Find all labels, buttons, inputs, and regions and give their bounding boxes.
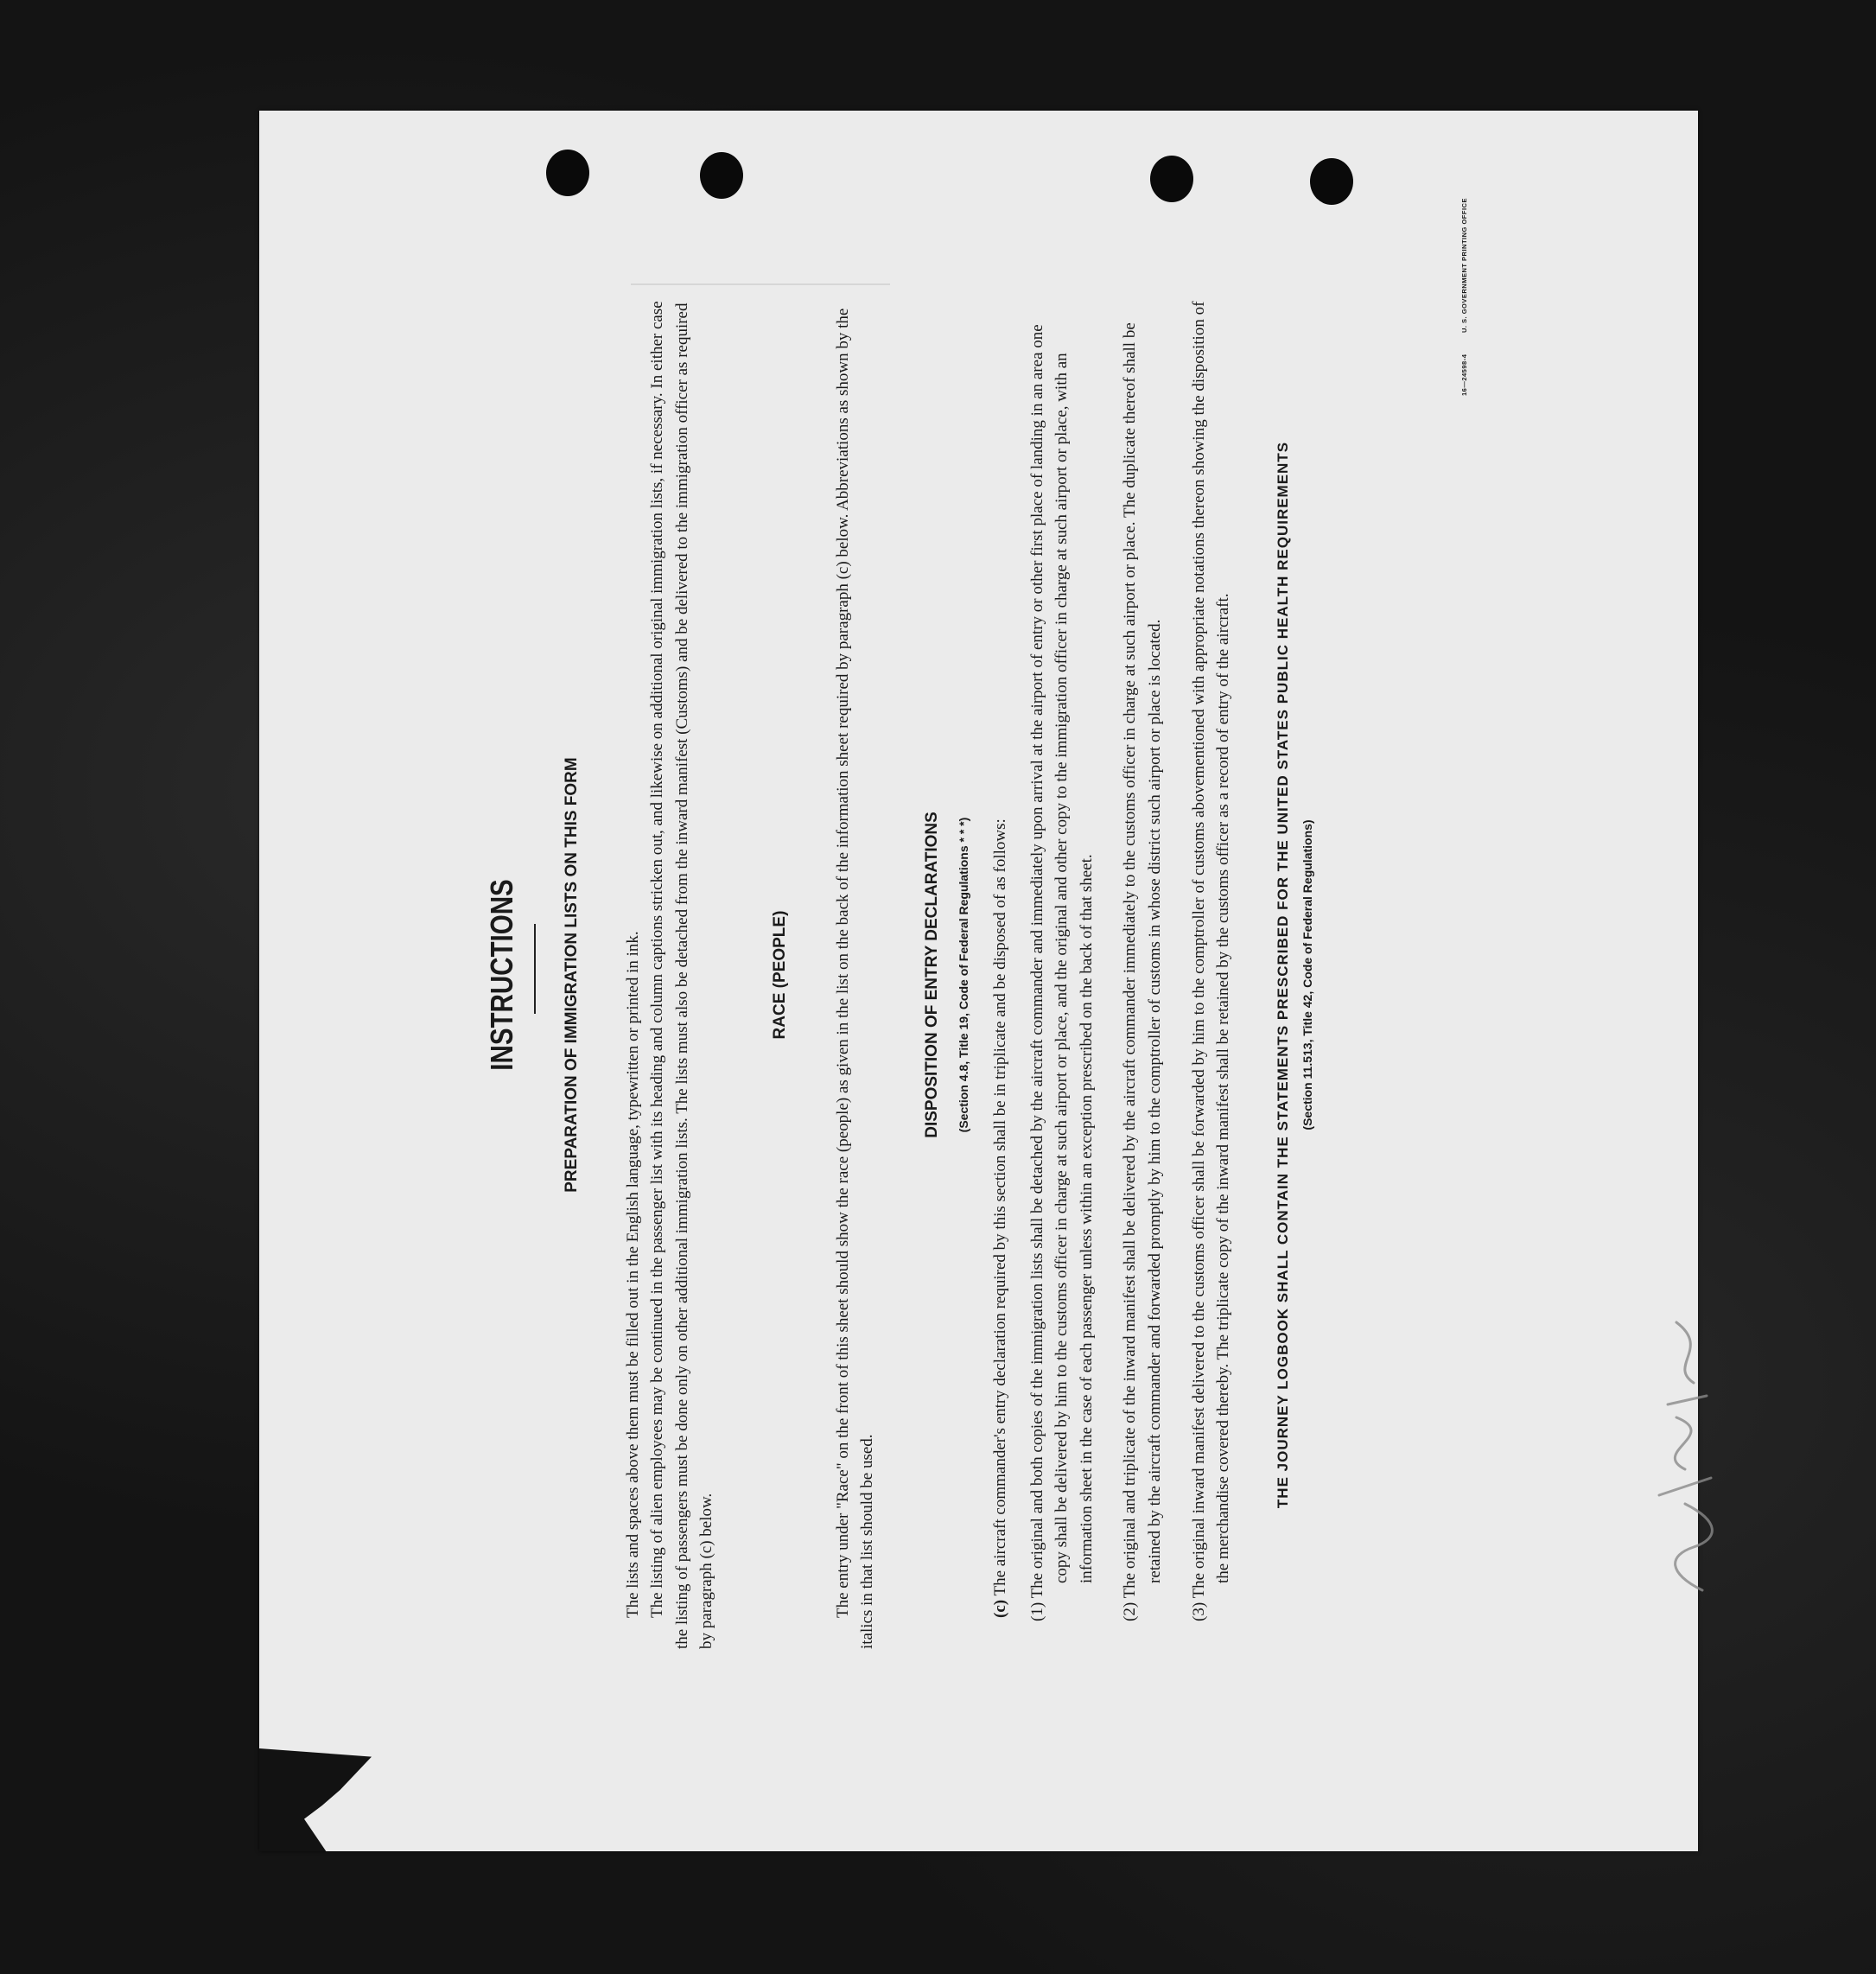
instructions-body bbox=[560, 301, 1320, 1649]
paragraph: The lists and spaces above them must be filled out in the English language, typewritten or printed in ink. bbox=[623, 931, 642, 1618]
paragraph: The entry under "Race" on the front of this sheet should show the race (people) as given in the list on the back of the information sheet required by paragraph (c) below. Abbreviations as shown by the italics in that list should be used. bbox=[833, 308, 877, 1649]
paragraph-c-label: (c) bbox=[990, 1599, 1009, 1618]
print-code: 16—24598-4 bbox=[1460, 353, 1468, 396]
page-title: INSTRUCTIONS bbox=[484, 879, 519, 1071]
title-underline bbox=[534, 924, 536, 1014]
torn-corner bbox=[259, 1748, 372, 1851]
printer-imprint bbox=[1460, 111, 1468, 396]
handwritten-initials bbox=[1633, 1305, 1737, 1599]
list-item-text: The original and both copies of the immigration lists shall be detached by the aircraft commander and immediately upon arrival at the airport of entry or other first place of landing in an area one copy shall be delivered by him to the customs officer in charge at such airport or place, and the original and other copy to the immigration officer in charge at such airport or place, with an information sheet in the case of each passenger unless within an exception prescribed on the back of that sheet. bbox=[1027, 324, 1096, 1599]
list-item bbox=[1026, 301, 1100, 1649]
list-item-number: (1) bbox=[1027, 1601, 1046, 1621]
list-item-number: (3) bbox=[1189, 1601, 1208, 1621]
footer-statement: THE JOURNEY LOGBOOK SHALL CONTAIN THE STATEMENTS PRESCRIBED FOR THE UNITED STATES PUBLIC HEALTH REQUIREMENTS bbox=[1274, 441, 1291, 1509]
section-heading-race: RACE (PEOPLE) bbox=[770, 910, 789, 1040]
paragraph-c bbox=[989, 301, 1014, 1649]
footer-citation: (Section 11.513, Title 42, Code of Federal Regulations) bbox=[1300, 819, 1315, 1130]
document-sheet bbox=[259, 111, 1698, 1851]
list-item-text: The original inward manifest delivered to the customs officer shall be forwarded by him to the comptroller of customs abovementioned with appropriate notations thereon showing the disposition of the merchandise covered thereby. The triplicate copy of the inward manifest shall be retained by the customs officer as a record of entry of the aircraft. bbox=[1189, 301, 1233, 1599]
list-item-text: The original and triplicate of the inward manifest shall be delivered by the aircraft commander immediately to the customs officer in charge at such airport or place. The duplicate thereof shall be retained by the aircraft commander and forwarded promptly by him to the comptroller of customs in whose district such airport or place is located. bbox=[1121, 322, 1164, 1599]
paragraph: The listing of alien employees may be continued in the passenger list with its heading and column captions stricken out, and likewise on additional original immigration lists, if necessary. In either case the listing of passengers must be done only on other additional immigration lists. The lists must also be detached from the inward manifest (Customs) and be delivered to the immigration officer as required by paragraph (c) below. bbox=[648, 301, 716, 1649]
section-heading-disposition: DISPOSITION OF ENTRY DECLARATIONS bbox=[922, 812, 941, 1138]
instructions-content bbox=[285, 162, 1650, 1787]
section-heading-preparation: PREPARATION OF IMMIGRATION LISTS ON THIS FORM bbox=[563, 757, 581, 1193]
printer-name: U. S. GOVERNMENT PRINTING OFFICE bbox=[1460, 198, 1468, 334]
section-citation: (Section 4.8, Title 19, Code of Federal Regulations * * *) bbox=[957, 817, 971, 1133]
paragraph-c-text: The aircraft commander's entry declaration required by this section shall be in triplicate and be disposed of as follows: bbox=[990, 818, 1009, 1596]
list-item bbox=[1118, 301, 1167, 1649]
list-item-number: (2) bbox=[1121, 1601, 1140, 1621]
list-item bbox=[1187, 301, 1237, 1649]
